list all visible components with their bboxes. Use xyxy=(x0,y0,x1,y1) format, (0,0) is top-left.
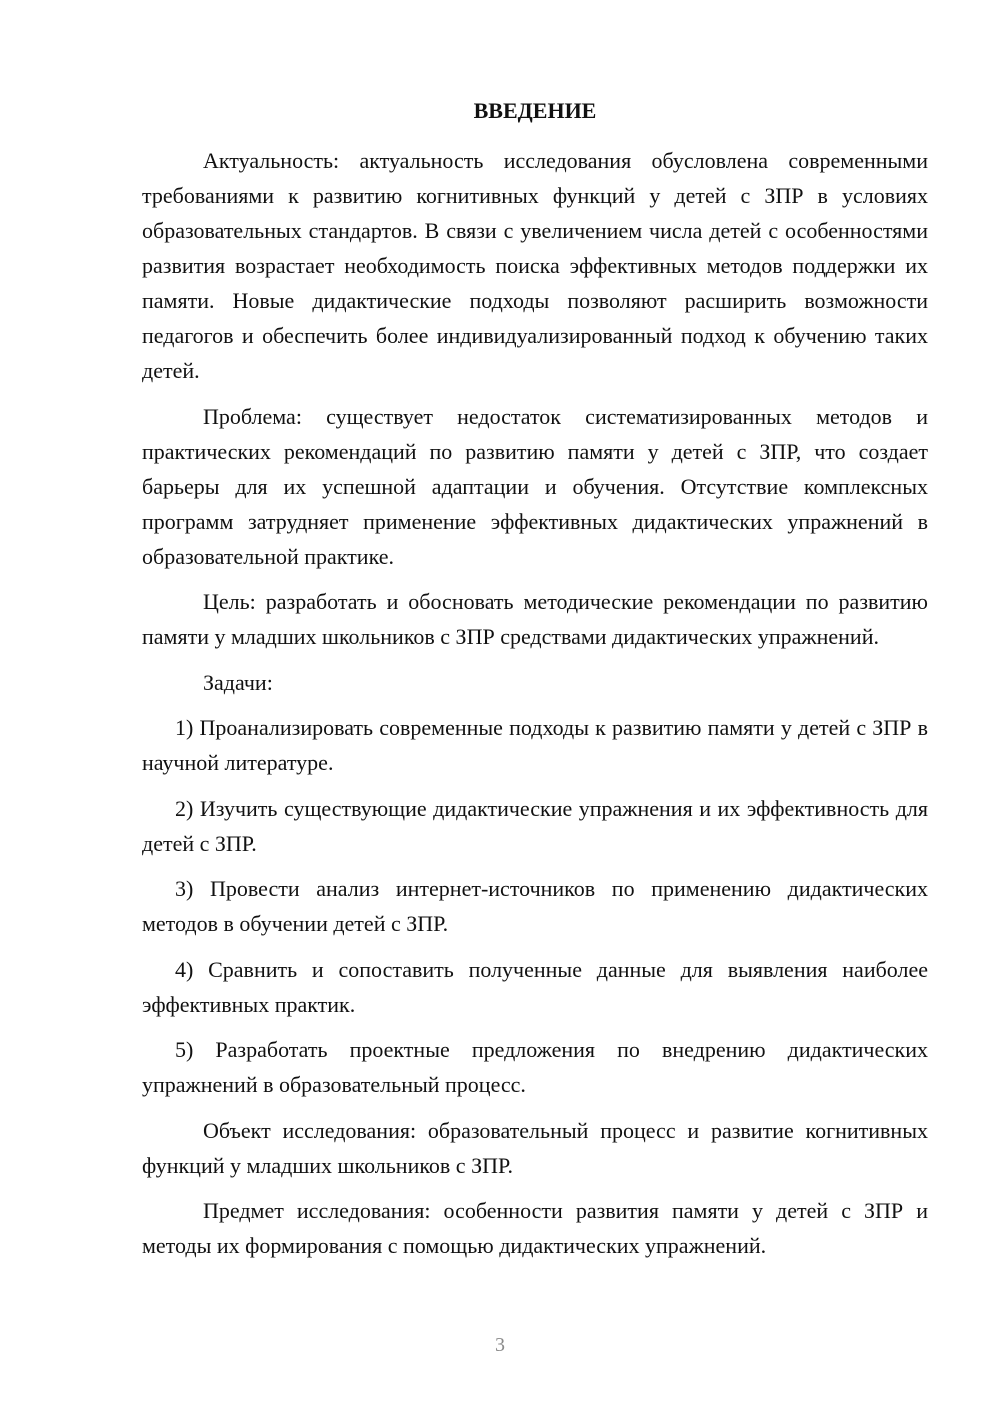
task-item-4: 4) Сравнить и сопоставить полученные данные для выявления наиболее эффективных практик. xyxy=(142,956,928,1017)
paragraph-problem: Проблема: существует недостаток систематизированных методов и практических рекомендаций по развитию памяти у детей с ЗПР, что создает барьеры для их успешной адаптации и обучения. Отсутствие комплексных программ затрудняет применение эффективных дидактических упражнений в образовательной практике. xyxy=(142,403,928,569)
section-title: ВВЕДЕНИЕ xyxy=(473,98,597,123)
task-item-1: 1) Проанализировать современные подходы к развитию памяти у детей с ЗПР в научной литературе. xyxy=(142,715,928,775)
page-number: 3 xyxy=(495,1334,505,1356)
document-body xyxy=(142,143,928,1274)
paragraph-object: Объект исследования: образовательный процесс и развитие когнитивных функций у младших школьников с ЗПР. xyxy=(142,1117,928,1178)
paragraph-relevance: Актуальность: актуальность исследования обусловлена современными требованиями к развитию когнитивных функций у детей с ЗПР в условиях образовательных стандартов. В связи с увеличением числа детей с особенностями развития возрастает необходимость поиска эффективных методов поддержки их памяти. Новые дидактические подходы позволяют расширить возможности педагогов и обеспечить более индивидуализированный подход к обучению таких детей. xyxy=(142,148,928,383)
task-item-3: 3) Провести анализ интернет-источников по применению дидактических методов в обучении детей с ЗПР. xyxy=(142,876,928,936)
paragraph-tasks-heading: Задачи: xyxy=(203,669,273,695)
task-item-2: 2) Изучить существующие дидактические упражнения и их эффективность для детей с ЗПР. xyxy=(142,795,928,856)
paragraph-subject: Предмет исследования: особенности развития памяти у детей с ЗПР и методы их формирования с помощью дидактических упражнений. xyxy=(142,1198,928,1258)
task-item-5: 5) Разработать проектные предложения по внедрению дидактических упражнений в образовательный процесс. xyxy=(142,1037,928,1097)
paragraph-goal: Цель: разработать и обосновать методические рекомендации по развитию памяти у младших школьников с ЗПР средствами дидактических упражнений. xyxy=(142,589,928,649)
